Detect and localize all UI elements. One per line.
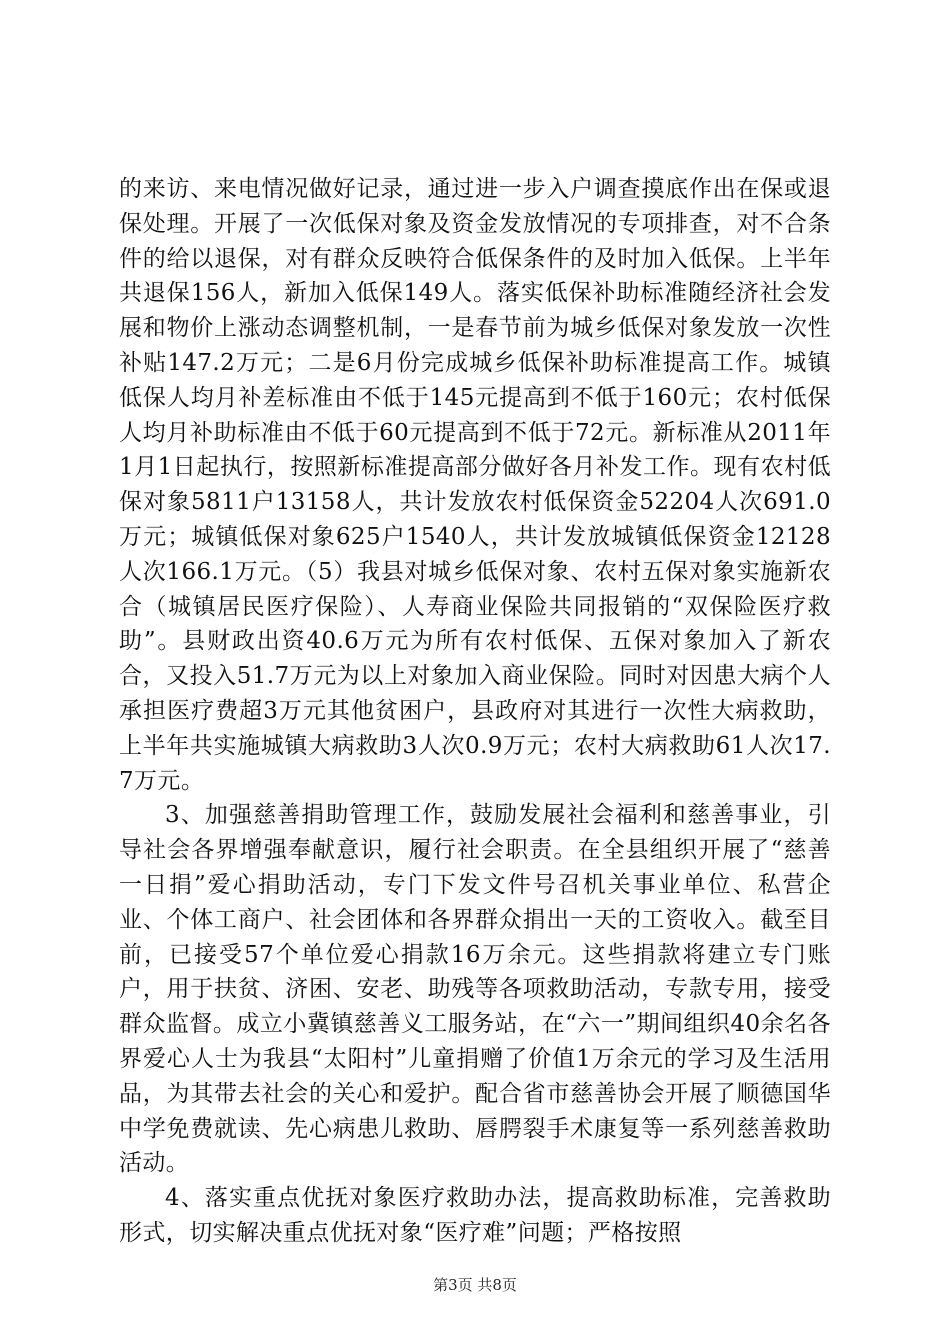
document-body <box>119 172 831 1251</box>
paragraph-3: 4、落实重点优抚对象医疗救助办法，提高救助标准，完善救助形式，切实解决重点优抚对象“医疗难”问题；严格按照 <box>119 1185 831 1246</box>
paragraph-1: 的来访、来电情况做好记录，通过进一步入户调查摸底作出在保或退保处理。开展了一次低保对象及资金发放情况的专项排查，对不合条件的给以退保，对有群众反映符合低保条件的及时加入低保。上半年共退保156人，新加入低保149人。落实低保补助标准随经济社会发展和物价上涨动态调整机制，一是春节前为城乡低保对象发放一次性补贴147.2万元；二是6月份完成城乡低保补助标准提高工作。城镇低保人均月补差标准由不低于145元提高到不低于160元；农村低保人均月补助标准由不低于60元提高到不低于72元。新标准从2011年1月1日起执行，按照新标准提高部分做好各月补发工作。现有农村低保对象5811户13158人，共计发放农村低保资金52204人次691.0万元；城镇低保对象625户1540人，共计发放城镇低保资金12128人次166.1万元。（5）我县对城乡低保对象、农村五保对象实施新农合（城镇居民医疗保险）、人寿商业保险共同报销的“双保险医疗救助”。县财政出资40.6万元为所有农村低保、五保对象加入了新农合，又投入51.7万元为以上对象加入商业保险。同时对因患大病个人承担医疗费超3万元其他贫困户，县政府对其进行一次性大病救助，上半年共实施城镇大病救助3人次0.9万元；农村大病救助61人次17.7万元。 <box>119 176 831 794</box>
paragraph-2: 3、加强慈善捐助管理工作，鼓励发展社会福利和慈善事业，引导社会各界增强奉献意识，履行社会职责。在全县组织开展了“慈善一日捐”爱心捐助活动，专门下发文件号召机关事业单位、私营企业、个体工商户、社会团体和各界群众捐出一天的工资收入。截至目前，已接受57个单位爱心捐款16万余元。这些捐款将建立专门账户，用于扶贫、济困、安老、助残等各项救助活动，专款专用，接受群众监督。成立小冀镇慈善义工服务站，在“六一”期间组织40余名各界爱心人士为我县“太阳村”儿童捐赠了价值1万余元的学习及生活用品，为其带去社会的关心和爱护。配合省市慈善协会开展了顺德国华中学免费就读、先心病患儿救助、唇腭裂手术康复等一系列慈善救助活动。 <box>119 802 831 1177</box>
page-footer: 第3页 共8页 <box>433 1276 517 1294</box>
